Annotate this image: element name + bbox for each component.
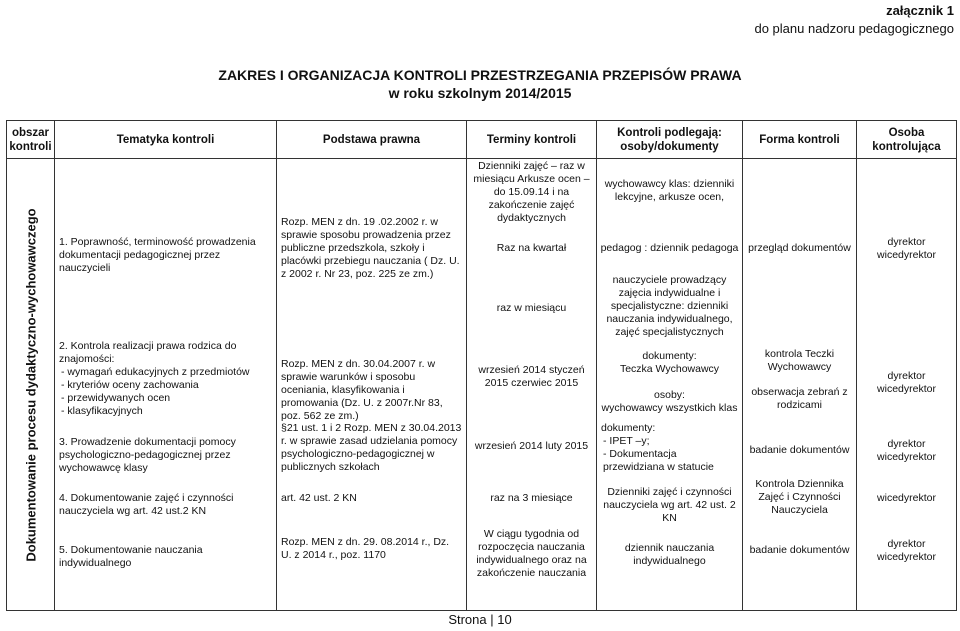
header-podstawa: Podstawa prawna	[277, 121, 467, 159]
subject-g: dziennik nauczania indywidualnego	[624, 541, 715, 567]
list-item: - wymagań edukacyjnych z przedmiotów	[61, 365, 250, 378]
document-title	[0, 66, 960, 102]
basis-3: §21 ust. 1 i 2 Rozp. MEN z 30.04.2013 r. w sprawie zasad udzielania pomocy psychologiczno-pedagogicznej w publicznych szkołach	[281, 421, 462, 473]
term-b: Raz na kwartał	[496, 241, 567, 254]
list-item: - IPET –y;	[603, 434, 650, 447]
topic-2-title: 2. Kontrola realizacji prawa rodzica do znajomości:	[59, 339, 237, 365]
header-osoba: Osoba kontrolująca	[857, 121, 957, 159]
title-line-2: w roku szkolnym 2014/2015	[388, 85, 572, 101]
subject-d-value: Teczka Wychowawcy	[619, 362, 720, 375]
control-table	[6, 120, 957, 611]
header-tematyka: Tematyka kontroli	[55, 121, 277, 159]
header-forma: Forma kontroli	[743, 121, 857, 159]
annex-subtitle: do planu nadzoru pedagogicznego	[754, 21, 954, 36]
term-g: W ciągu tygodnia od rozpoczęcia nauczania indywidualnego oraz na zakończenie nauczania	[476, 527, 587, 579]
list-item: - przewidywanych ocen	[61, 391, 171, 404]
form-2b: obserwacja zebrań z rodzicami	[751, 385, 848, 411]
form-5: badanie dokumentów	[749, 543, 850, 556]
terms-cell	[467, 159, 597, 611]
page-footer: Strona | 10	[448, 612, 512, 627]
subject-f: Dzienniki zajęć i czynności nauczyciela wg art. 42 ust. 2 KN	[603, 485, 736, 524]
forms-cell	[743, 159, 857, 611]
annex-title: załącznik 1	[886, 3, 954, 18]
basis-cell	[277, 159, 467, 611]
controller-5: dyrektor wicedyrektor	[877, 537, 936, 563]
topic-5: 5. Dokumentowanie nauczania indywidualnego	[59, 543, 203, 569]
controller-1: dyrektor wicedyrektor	[877, 235, 936, 261]
basis-5: Rozp. MEN z dn. 29. 08.2014 r., Dz. U. z 2014 r., poz. 1170	[281, 535, 450, 561]
area-label: Dokumentowanie procesu dydaktyczno-wychowawczego	[23, 207, 38, 562]
controller-3: dyrektor wicedyrektor	[877, 437, 936, 463]
basis-2: Rozp. MEN z dn. 30.04.2007 r. w sprawie warunków i sposobu oceniania, klasyfikowania i promowania (Dz. U. z 2007r.Nr 83, poz. 562 ze zm.)	[281, 357, 443, 422]
subject-e	[597, 422, 742, 474]
controller-4: wicedyrektor	[877, 491, 936, 504]
subject-d-label: dokumenty:	[642, 349, 697, 362]
topic-2	[55, 340, 276, 418]
term-d: wrzesień 2014 styczeń 2015 czerwiec 2015	[478, 363, 585, 389]
basis-1: Rozp. MEN z dn. 19 .02.2002 r. w sprawie sposobu prowadzenia przez publiczne przedszkola, szkoły i placówki przebiegu nauczania ( Dz. U. z 2002 r. Nr 23, poz. 225 ze zm.)	[281, 215, 460, 280]
term-a: Dzienniki zajęć – raz w miesiącu Arkusze ocen – do 15.09.14 i na zakończenie zajęć dydaktycznych	[473, 159, 590, 224]
subject-a: wychowawcy klas: dzienniki lekcyjne, arkusze ocen,	[604, 177, 735, 203]
topic-4: 4. Dokumentowanie zajęć i czynności nauczyciela wg art. 42 ust.2 KN	[59, 491, 234, 517]
form-1: przegląd dokumentów	[748, 241, 851, 254]
header-row	[7, 121, 957, 159]
subjects-cell	[597, 159, 743, 611]
term-e: wrzesień 2014 luty 2015	[474, 439, 589, 452]
form-2a: kontrola Teczki Wychowawcy	[764, 347, 835, 373]
subject-b: pedagog : dziennik pedagoga	[600, 241, 739, 254]
form-4: Kontrola Dziennika Zajęć i Czynności Nauczyciela	[755, 477, 844, 516]
topic-2-list	[59, 366, 272, 418]
area-cell	[7, 159, 55, 611]
annex-note	[754, 2, 954, 38]
header-obszar: obszar kontroli	[7, 121, 55, 159]
list-item: - Dokumentacja przewidziana w statucie	[603, 447, 714, 473]
subject-d-label2: osoby:	[654, 388, 685, 401]
controller-2: dyrektor wicedyrektor	[877, 369, 936, 395]
subject-d-value2: wychowawcy wszystkich klas	[601, 401, 738, 414]
list-item: - klasyfikacyjnych	[61, 404, 143, 417]
table-row	[7, 159, 957, 611]
basis-4: art. 42 ust. 2 KN	[281, 491, 357, 504]
topics-cell	[55, 159, 277, 611]
list-item: - kryteriów oceny zachowania	[61, 378, 199, 391]
title-line-1: ZAKRES I ORGANIZACJA KONTROLI PRZESTRZEGANIA PRZEPISÓW PRAWA	[218, 67, 742, 83]
header-terminy: Terminy kontroli	[467, 121, 597, 159]
form-3: badanie dokumentów	[749, 443, 850, 456]
subject-c: nauczyciele prowadzący zajęcia indywidualne i specjalistyczne: dzienniki nauczania indywidualnego, zajęć specjalistycznych	[606, 273, 733, 338]
topic-3: 3. Prowadzenie dokumentacji pomocy psychologiczno-pedagogicznej przez wychowawcę klasy	[59, 435, 236, 474]
subject-e-list	[601, 435, 738, 474]
header-podlegaja: Kontroli podlegają: osoby/dokumenty	[597, 121, 743, 159]
controllers-cell	[857, 159, 957, 611]
subject-d	[597, 350, 742, 415]
term-c: raz w miesiącu	[496, 301, 567, 314]
subject-e-title: dokumenty:	[601, 421, 656, 434]
term-f: raz na 3 miesiące	[490, 491, 573, 504]
topic-1: 1. Poprawność, terminowość prowadzenia dokumentacji pedagogicznej przez nauczycieli	[59, 235, 256, 274]
